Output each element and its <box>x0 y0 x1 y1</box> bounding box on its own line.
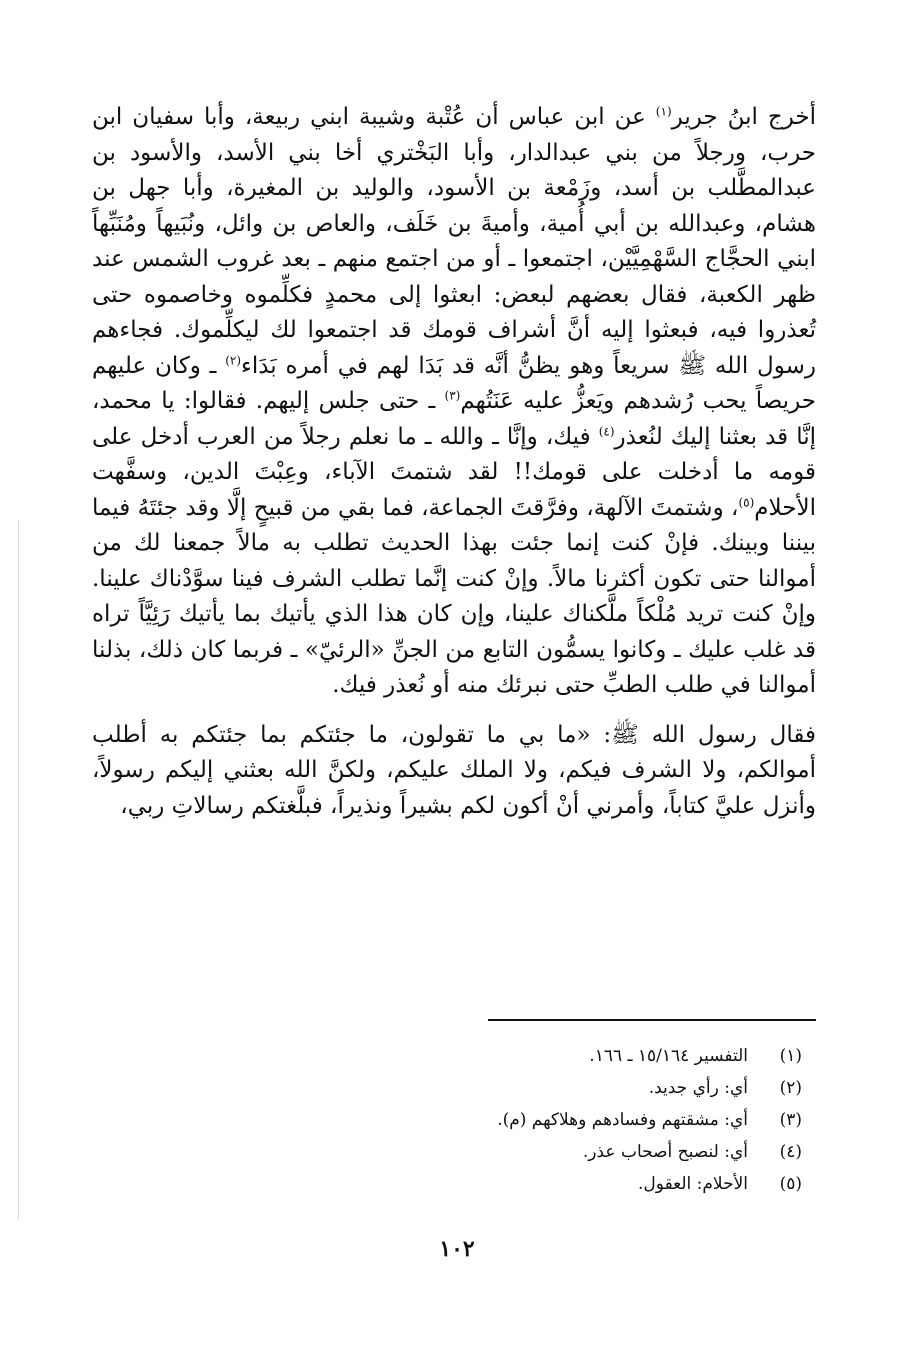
page-number: ١٠٢ <box>439 1236 475 1262</box>
text-run: فيك، وإنَّا ـ والله ـ ما نعلم رجلاً من العرب أدخل على قومه ما أدخلت على قومك!! لقد شتمتَ الآباء، وعِبْتَ الدين، وسفَّهت الأحلام <box>92 423 816 521</box>
footnote-1 <box>382 1040 802 1072</box>
footnote-separator <box>488 1019 816 1021</box>
paragraph-2: فقال رسول الله ﷺ: «ما بي ما تقولون، ما جئتكم بما جئتكم به أطلب أموالكم، ولا الشرف فيكم، ولا الملك عليكم، ولكنَّ الله بعثني إليكم رسولاً، وأنزل عليَّ كتاباً، وأمرني أنْ أكون لكم بشيراً ونذيراً، فبلَّغتكم رسالاتِ ربي، <box>92 721 816 819</box>
footnote-5 <box>382 1168 802 1200</box>
footnote-3 <box>382 1104 802 1136</box>
footnote-2 <box>382 1072 802 1104</box>
footnote-ref-3[interactable]: (٣) <box>444 388 461 403</box>
footnote-text: أي: مشقتهم وفسادهم وهلاكهم (م). <box>497 1110 748 1130</box>
footnote-number: (٥) <box>779 1174 802 1194</box>
footnote-text: أي: رأي جديد. <box>648 1078 748 1098</box>
footnotes <box>382 1040 802 1200</box>
footnote-ref-1[interactable]: (١) <box>655 104 672 119</box>
footnote-text: التفسير ١٥/١٦٤ ـ ١٦٦. <box>589 1046 748 1066</box>
footnote-text: أي: لنصبح أصحاب عذر. <box>582 1142 748 1162</box>
text-run: عن ابن عباس أن عُتْبة وشيبة ابني ربيعة، وأبا سفيان ابن حرب، ورجلاً من بني عبدالدار، وأبا البَخْتري أخا بني الأسد، والأسود بن عبدالمطَّلب بن أسد، وزَمْعة بن الأسود، والوليد بن المغيرة، وأبا جهل بن هشام، وعبدالله بن أبي أُمية، وأميةَ بن خَلَف، والعاص بن وائل، ونُبَيهاً ومُنَبِّهاً ابني الحجَّاج السَّهْمِيَّيْن، اجتمعوا ـ أو من اجتمع منهم ـ بعد غروب الشمس عند ظهر الكعبة، فقال بعضهم لبعض: ابعثوا إلى محمدٍ فكلِّموه وخاصموه حتى تُعذروا فيه، فبعثوا إليه أنَّ أشراف قومك قد اجتمعوا لك ليكلِّموك. فجاءهم رسول الله ﷺ سريعاً وهو يظنُّ أنَّه قد بَدَا لهم في أمره بَدَاء <box>92 104 816 379</box>
footnote-number: (٤) <box>779 1142 802 1162</box>
page-edge-line <box>18 520 19 1220</box>
text-run: ـ حتى جلس إليهم. فقالوا: يا محمد، إنَّا قد بعثنا إليك لنُعذر <box>92 388 817 450</box>
footnote-number: (١) <box>779 1046 802 1066</box>
main-text <box>92 100 816 824</box>
paragraph-1 <box>92 100 816 704</box>
text-run: أخرج ابنُ جرير <box>671 104 816 130</box>
footnote-ref-2[interactable]: (٢) <box>225 352 242 367</box>
footnote-4 <box>382 1136 802 1168</box>
text-run: ، وشتمتَ الآلهة، وفرَّقتَ الجماعة، فما بقي من قبيحٍ إلَّا وقد جئتَهُ فيما بيننا وبينك. فإنْ كنت إنما جئت بهذا الحديث تطلب به مالاً جمعنا لك من أموالنا حتى تكون أكثرنا مالاً. وإنْ كنت إنَّما تطلب الشرف فينا سوَّدْناك علينا. وإنْ كنت تريد مُلْكاً ملَّكناك علينا، وإن كان هذا الذي يأتيك بما يأتيك رَئِيَّاً تراه قد غلب عليك ـ وكانوا يسمُّون التابع من الجنِّ «الرئيّ» ـ فربما كان ذلك، بذلنا أموالنا في طلب الطبِّ حتى نبرئك منه أو نُعذر فيك. <box>92 494 816 698</box>
footnote-ref-4[interactable]: (٤) <box>598 423 615 438</box>
footnote-ref-5[interactable]: (٥) <box>738 494 755 509</box>
footnote-text: الأحلام: العقول. <box>638 1174 748 1194</box>
footnote-number: (٣) <box>779 1110 802 1130</box>
text-run: ـ وكان عليهم حريصاً يحب رُشدهم ويَعزُّ عليه عَنَتُهم <box>92 352 816 414</box>
footnote-number: (٢) <box>779 1078 802 1098</box>
